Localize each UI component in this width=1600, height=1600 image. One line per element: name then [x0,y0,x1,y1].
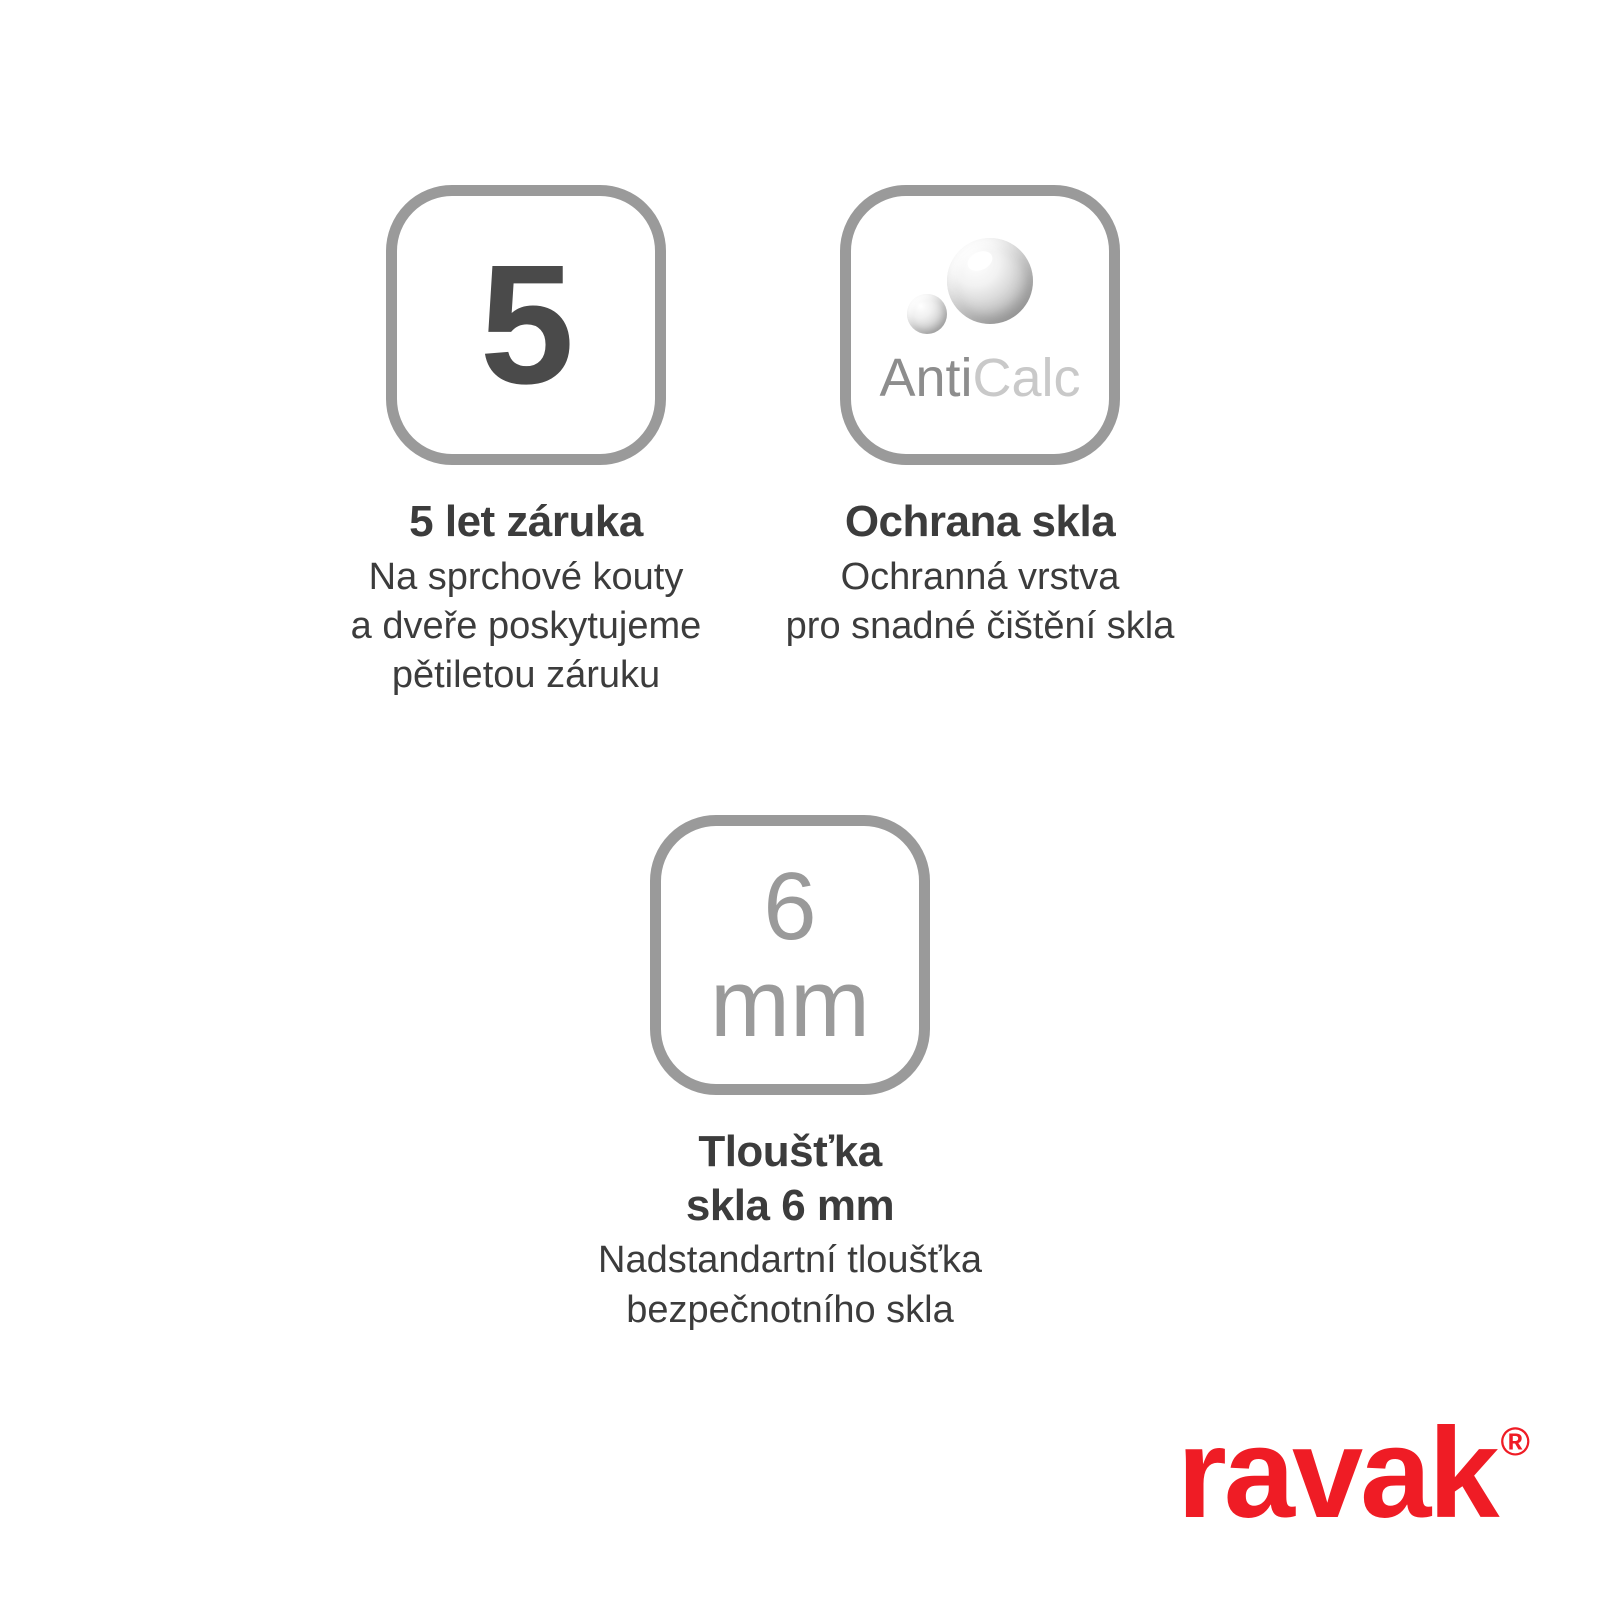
feature-glass-protection [760,185,1200,651]
feature-warranty [316,185,736,701]
feature-warranty-description-line-3: pětiletou záruku [391,654,661,697]
water-bubble-large-icon [947,238,1033,324]
feature-warranty-description-line-1: Na sprchové kouty [368,555,684,598]
anticalc-wordmark-calc: Calc [972,348,1081,408]
feature-glass-protection-description-line-2: pro snadné čištění skla [785,605,1175,648]
ravak-logo [1176,1402,1530,1545]
feature-glass-thickness [540,815,1040,1335]
feature-warranty-description [316,553,736,701]
glass-thickness-6mm-icon [650,815,930,1095]
anticalc-wordmark [851,348,1109,408]
feature-glass-thickness-description [540,1236,1040,1335]
number-5-icon [386,185,666,465]
glass-thickness-icon-unit: mm [710,950,870,1057]
feature-glass-thickness-title [540,1125,1040,1232]
anticalc-bubbles-icon [840,185,1120,465]
registered-trademark-icon: ® [1500,1420,1530,1464]
feature-glass-protection-description [760,553,1200,652]
feature-glass-protection-title: Ochrana skla [844,497,1116,546]
glass-thickness-icon-number: 6 [763,852,817,960]
feature-glass-thickness-title-line-1: Tloušťka [698,1127,882,1176]
feature-glass-thickness-description-line-1: Nadstandartní tloušťka [598,1239,982,1282]
feature-warranty-title: 5 let záruka [409,497,643,546]
feature-glass-thickness-title-line-2: skla 6 mm [685,1180,895,1230]
anticalc-icon-inner [851,196,1109,454]
number-5-icon-label: 5 [479,230,573,420]
feature-warranty-description-line-2: a dveře poskytujeme [350,605,702,648]
anticalc-wordmark-anti: Anti [879,348,973,408]
glass-thickness-icon-inner [710,852,870,1057]
water-bubble-small-icon [907,294,947,334]
feature-glass-thickness-description-line-2: bezpečnotního skla [626,1288,954,1331]
feature-glass-protection-description-line-1: Ochranná vrstva [840,555,1120,598]
ravak-logo-text: ravak [1176,1402,1497,1545]
